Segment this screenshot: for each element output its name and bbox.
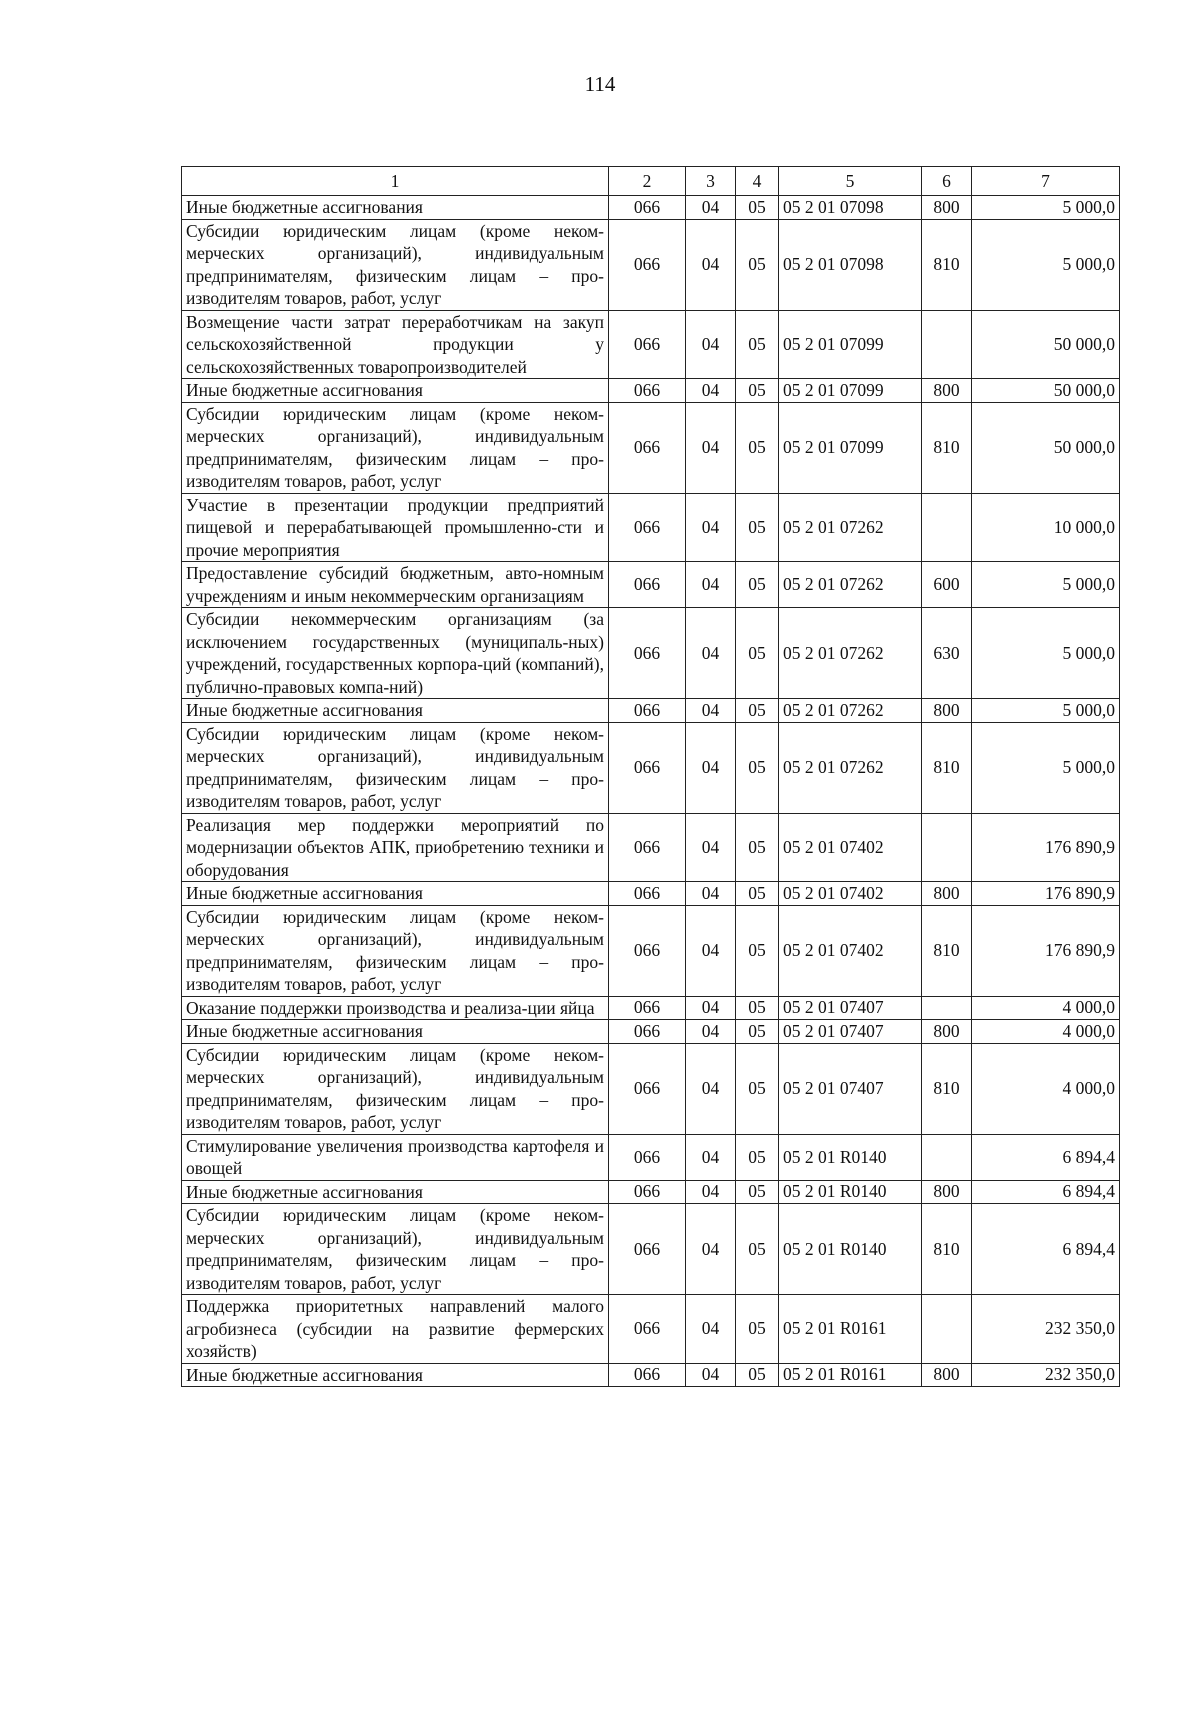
row-section: 04 — [686, 493, 736, 562]
row-expense-type: 810 — [922, 219, 972, 310]
table-row — [182, 882, 1120, 906]
row-admin-code: 066 — [609, 310, 686, 379]
table-row — [182, 310, 1120, 379]
row-target-code: 05 2 01 07098 — [779, 219, 922, 310]
header-col-7: 7 — [972, 167, 1120, 196]
row-expense-type: 810 — [922, 402, 972, 493]
row-name: Субсидии некоммерческим организациям (за исключением государственных (муниципаль-ных) учреждений, государственных корпора-ций (компаний), публично-правовых компа-ний) — [182, 608, 609, 699]
table-row — [182, 1180, 1120, 1204]
row-admin-code: 066 — [609, 905, 686, 996]
row-name: Субсидии юридическим лицам (кроме неком-мерческих организаций), индивидуальным предпринимателям, физическим лицам – про-изводителям товаров, работ, услуг — [182, 1204, 609, 1295]
row-expense-type: 800 — [922, 379, 972, 403]
row-expense-type: 810 — [922, 722, 972, 813]
row-admin-code: 066 — [609, 813, 686, 882]
row-target-code: 05 2 01 07099 — [779, 310, 922, 379]
row-amount: 232 350,0 — [972, 1363, 1120, 1387]
row-target-code: 05 2 01 07262 — [779, 562, 922, 608]
row-subsection: 05 — [736, 379, 779, 403]
table-row — [182, 1363, 1120, 1387]
row-subsection: 05 — [736, 1295, 779, 1364]
row-section: 04 — [686, 310, 736, 379]
row-amount: 50 000,0 — [972, 402, 1120, 493]
row-section: 04 — [686, 813, 736, 882]
row-name: Иные бюджетные ассигнования — [182, 196, 609, 220]
table-row — [182, 996, 1120, 1020]
row-amount: 5 000,0 — [972, 219, 1120, 310]
row-expense-type: 810 — [922, 1043, 972, 1134]
row-name: Стимулирование увеличения производства картофеля и овощей — [182, 1134, 609, 1180]
row-amount: 176 890,9 — [972, 813, 1120, 882]
row-amount: 232 350,0 — [972, 1295, 1120, 1364]
row-name: Субсидии юридическим лицам (кроме неком-мерческих организаций), индивидуальным предпринимателям, физическим лицам – про-изводителям товаров, работ, услуг — [182, 219, 609, 310]
row-name: Иные бюджетные ассигнования — [182, 882, 609, 906]
row-name: Реализация мер поддержки мероприятий по модернизации объектов АПК, приобретению техники и оборудования — [182, 813, 609, 882]
row-section: 04 — [686, 1020, 736, 1044]
row-expense-type — [922, 310, 972, 379]
row-expense-type: 800 — [922, 1363, 972, 1387]
row-target-code: 05 2 01 07407 — [779, 1020, 922, 1044]
table-row — [182, 1020, 1120, 1044]
row-section: 04 — [686, 379, 736, 403]
table-row — [182, 379, 1120, 403]
row-subsection: 05 — [736, 1020, 779, 1044]
row-section: 04 — [686, 882, 736, 906]
row-amount: 4 000,0 — [972, 1020, 1120, 1044]
row-subsection: 05 — [736, 196, 779, 220]
row-admin-code: 066 — [609, 402, 686, 493]
row-section: 04 — [686, 608, 736, 699]
row-amount: 6 894,4 — [972, 1204, 1120, 1295]
row-target-code: 05 2 01 07262 — [779, 608, 922, 699]
table-row — [182, 1134, 1120, 1180]
table-row — [182, 493, 1120, 562]
row-target-code: 05 2 01 07098 — [779, 196, 922, 220]
row-subsection: 05 — [736, 1180, 779, 1204]
row-subsection: 05 — [736, 905, 779, 996]
row-section: 04 — [686, 1204, 736, 1295]
row-subsection: 05 — [736, 699, 779, 723]
row-name: Иные бюджетные ассигнования — [182, 1020, 609, 1044]
row-expense-type: 600 — [922, 562, 972, 608]
row-admin-code: 066 — [609, 722, 686, 813]
row-name: Иные бюджетные ассигнования — [182, 1180, 609, 1204]
header-col-2: 2 — [609, 167, 686, 196]
row-section: 04 — [686, 1134, 736, 1180]
row-amount: 6 894,4 — [972, 1180, 1120, 1204]
row-section: 04 — [686, 1363, 736, 1387]
row-subsection: 05 — [736, 813, 779, 882]
row-section: 04 — [686, 996, 736, 1020]
table-row — [182, 562, 1120, 608]
table-row — [182, 219, 1120, 310]
row-target-code: 05 2 01 R0161 — [779, 1363, 922, 1387]
row-subsection: 05 — [736, 310, 779, 379]
row-name: Субсидии юридическим лицам (кроме неком-мерческих организаций), индивидуальным предпринимателям, физическим лицам – про-изводителям товаров, работ, услуг — [182, 905, 609, 996]
table-row — [182, 813, 1120, 882]
row-section: 04 — [686, 196, 736, 220]
row-admin-code: 066 — [609, 1180, 686, 1204]
table-row — [182, 1043, 1120, 1134]
row-admin-code: 066 — [609, 996, 686, 1020]
header-col-5: 5 — [779, 167, 922, 196]
row-expense-type: 800 — [922, 882, 972, 906]
row-expense-type — [922, 1295, 972, 1364]
table-row — [182, 699, 1120, 723]
table-header-row — [182, 167, 1120, 196]
row-admin-code: 066 — [609, 219, 686, 310]
row-section: 04 — [686, 905, 736, 996]
row-admin-code: 066 — [609, 699, 686, 723]
row-expense-type — [922, 996, 972, 1020]
row-subsection: 05 — [736, 493, 779, 562]
row-subsection: 05 — [736, 722, 779, 813]
row-expense-type: 800 — [922, 1020, 972, 1044]
row-expense-type: 800 — [922, 699, 972, 723]
row-name: Субсидии юридическим лицам (кроме неком-мерческих организаций), индивидуальным предпринимателям, физическим лицам – про-изводителям товаров, работ, услуг — [182, 1043, 609, 1134]
header-col-4: 4 — [736, 167, 779, 196]
row-section: 04 — [686, 402, 736, 493]
row-name: Оказание поддержки производства и реализа-ции яйца — [182, 996, 609, 1020]
table-row — [182, 722, 1120, 813]
row-name: Возмещение части затрат переработчикам на закуп сельскохозяйственной продукции у сельскохозяйственных товаропроизводителей — [182, 310, 609, 379]
row-amount: 4 000,0 — [972, 1043, 1120, 1134]
row-target-code: 05 2 01 07407 — [779, 1043, 922, 1134]
row-target-code: 05 2 01 07402 — [779, 813, 922, 882]
row-amount: 50 000,0 — [972, 310, 1120, 379]
row-section: 04 — [686, 1043, 736, 1134]
row-target-code: 05 2 01 07402 — [779, 882, 922, 906]
row-section: 04 — [686, 562, 736, 608]
row-admin-code: 066 — [609, 196, 686, 220]
table-body — [182, 196, 1120, 1387]
row-amount: 5 000,0 — [972, 608, 1120, 699]
row-name: Иные бюджетные ассигнования — [182, 379, 609, 403]
row-admin-code: 066 — [609, 1363, 686, 1387]
table-row — [182, 905, 1120, 996]
row-name: Субсидии юридическим лицам (кроме неком-мерческих организаций), индивидуальным предпринимателям, физическим лицам – про-изводителям товаров, работ, услуг — [182, 722, 609, 813]
row-amount: 176 890,9 — [972, 905, 1120, 996]
row-expense-type — [922, 493, 972, 562]
row-admin-code: 066 — [609, 493, 686, 562]
row-expense-type: 800 — [922, 196, 972, 220]
row-subsection: 05 — [736, 1363, 779, 1387]
row-target-code: 05 2 01 07262 — [779, 722, 922, 813]
row-expense-type — [922, 1134, 972, 1180]
table-row — [182, 1295, 1120, 1364]
header-col-3: 3 — [686, 167, 736, 196]
row-name: Иные бюджетные ассигнования — [182, 1363, 609, 1387]
row-name: Участие в презентации продукции предприятий пищевой и перерабатывающей промышленно-сти и прочие мероприятия — [182, 493, 609, 562]
table-row — [182, 1204, 1120, 1295]
row-target-code: 05 2 01 R0140 — [779, 1134, 922, 1180]
header-col-1: 1 — [182, 167, 609, 196]
row-subsection: 05 — [736, 996, 779, 1020]
row-admin-code: 066 — [609, 1204, 686, 1295]
row-amount: 50 000,0 — [972, 379, 1120, 403]
row-target-code: 05 2 01 07262 — [779, 699, 922, 723]
row-subsection: 05 — [736, 882, 779, 906]
budget-table — [181, 166, 1120, 1387]
table-row — [182, 608, 1120, 699]
row-expense-type: 630 — [922, 608, 972, 699]
row-expense-type: 810 — [922, 905, 972, 996]
row-admin-code: 066 — [609, 1295, 686, 1364]
row-admin-code: 066 — [609, 379, 686, 403]
row-amount: 10 000,0 — [972, 493, 1120, 562]
row-admin-code: 066 — [609, 882, 686, 906]
header-col-6: 6 — [922, 167, 972, 196]
row-name: Иные бюджетные ассигнования — [182, 699, 609, 723]
row-subsection: 05 — [736, 1134, 779, 1180]
row-name: Предоставление субсидий бюджетным, авто-номным учреждениям и иным некоммерческим организациям — [182, 562, 609, 608]
row-amount: 176 890,9 — [972, 882, 1120, 906]
row-target-code: 05 2 01 R0140 — [779, 1204, 922, 1295]
row-expense-type — [922, 813, 972, 882]
row-target-code: 05 2 01 R0140 — [779, 1180, 922, 1204]
row-subsection: 05 — [736, 219, 779, 310]
row-section: 04 — [686, 722, 736, 813]
row-amount: 5 000,0 — [972, 722, 1120, 813]
row-target-code: 05 2 01 07099 — [779, 402, 922, 493]
row-expense-type: 810 — [922, 1204, 972, 1295]
row-section: 04 — [686, 219, 736, 310]
table-row — [182, 402, 1120, 493]
row-amount: 4 000,0 — [972, 996, 1120, 1020]
row-target-code: 05 2 01 07099 — [779, 379, 922, 403]
row-target-code: 05 2 01 07262 — [779, 493, 922, 562]
row-admin-code: 066 — [609, 562, 686, 608]
row-name: Субсидии юридическим лицам (кроме неком-мерческих организаций), индивидуальным предпринимателям, физическим лицам – про-изводителям товаров, работ, услуг — [182, 402, 609, 493]
row-subsection: 05 — [736, 1043, 779, 1134]
table-row — [182, 196, 1120, 220]
row-name: Поддержка приоритетных направлений малого агробизнеса (субсидии на развитие фермерских хозяйств) — [182, 1295, 609, 1364]
row-target-code: 05 2 01 07407 — [779, 996, 922, 1020]
row-subsection: 05 — [736, 608, 779, 699]
page-number: 114 — [584, 72, 616, 96]
row-amount: 5 000,0 — [972, 196, 1120, 220]
row-amount: 6 894,4 — [972, 1134, 1120, 1180]
row-subsection: 05 — [736, 1204, 779, 1295]
row-amount: 5 000,0 — [972, 562, 1120, 608]
row-section: 04 — [686, 1295, 736, 1364]
row-subsection: 05 — [736, 562, 779, 608]
row-expense-type: 800 — [922, 1180, 972, 1204]
row-target-code: 05 2 01 07402 — [779, 905, 922, 996]
row-subsection: 05 — [736, 402, 779, 493]
row-amount: 5 000,0 — [972, 699, 1120, 723]
row-admin-code: 066 — [609, 608, 686, 699]
row-admin-code: 066 — [609, 1020, 686, 1044]
row-section: 04 — [686, 1180, 736, 1204]
row-admin-code: 066 — [609, 1043, 686, 1134]
row-admin-code: 066 — [609, 1134, 686, 1180]
row-target-code: 05 2 01 R0161 — [779, 1295, 922, 1364]
row-section: 04 — [686, 699, 736, 723]
